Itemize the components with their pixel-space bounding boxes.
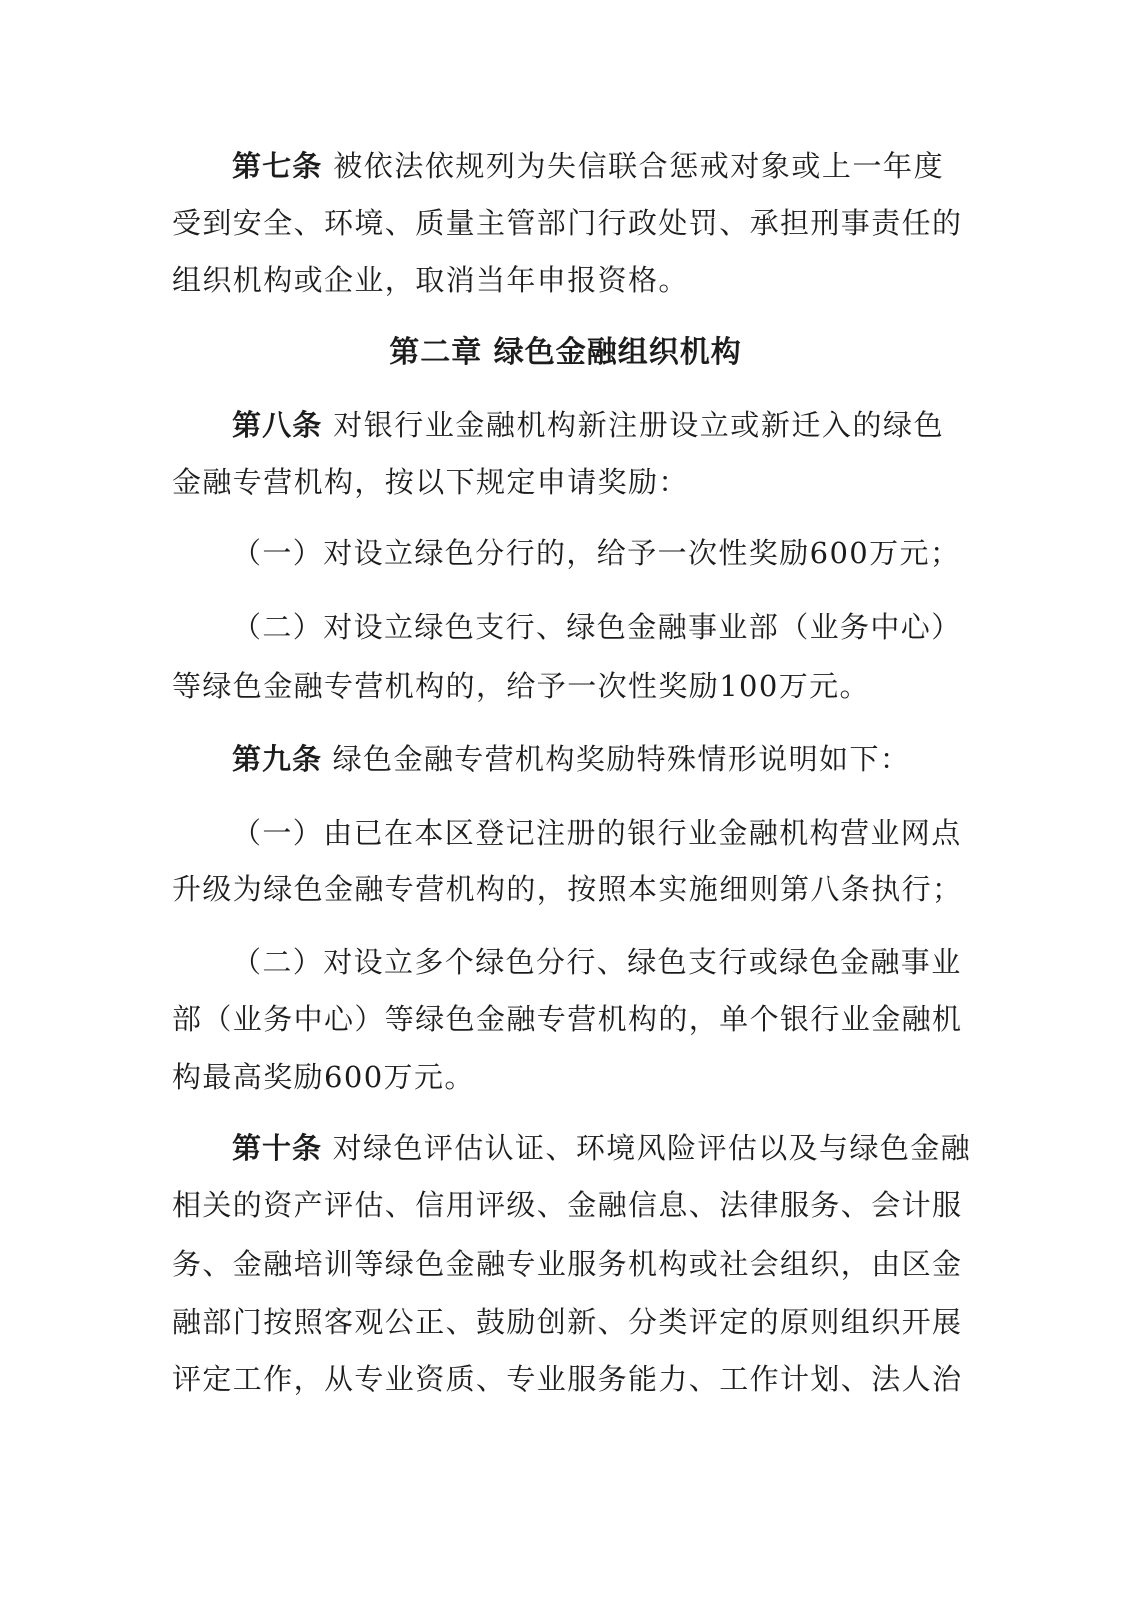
article-7-text: 被依法依规列为失信联合惩戒对象或上一年度 [333,149,944,183]
article-8-item-1: （一）对设立绿色分行的，给予一次性奖励600万元； [232,536,961,570]
article-9-line-1 [232,739,944,779]
article-8-item-2-line-2: 等绿色金融专营机构的，给予一次性奖励100万元。 [172,669,870,703]
article-10-line-1 [232,1128,972,1168]
article-8-line-2: 金融专营机构，按以下规定申请奖励： [172,465,689,499]
article-9-text: 绿色金融专营机构奖励特殊情形说明如下： [332,742,911,776]
article-7-line-2: 受到安全、环境、质量主管部门行政处罚、承担刑事责任的 [172,206,963,240]
article-9-item-2-line-2: 部（业务中心）等绿色金融专营机构的，单个银行业金融机 [172,1002,963,1036]
article-8-label: 第八条 [232,408,323,442]
article-8-text: 对银行业金融机构新注册设立或新迁入的绿色 [333,408,944,442]
article-7-line-1 [232,146,944,186]
article-10-line-5: 评定工作，从专业资质、专业服务能力、工作计划、法人治 [172,1362,963,1396]
article-7-label: 第七条 [232,149,323,183]
article-9-item-1-line-1: （一）由已在本区登记注册的银行业金融机构营业网点 [232,816,962,850]
article-9-item-1-line-2: 升级为绿色金融专营机构的，按照本实施细则第八条执行； [172,872,963,906]
article-10-label: 第十条 [232,1131,323,1165]
article-10-line-3: 务、金融培训等绿色金融专业服务机构或社会组织，由区金 [172,1247,963,1281]
article-8-item-2-line-1: （二）对设立绿色支行、绿色金融事业部（业务中心） [232,610,962,644]
article-10-line-2: 相关的资产评估、信用评级、金融信息、法律服务、会计服 [172,1188,963,1222]
article-7-line-3: 组织机构或企业，取消当年申报资格。 [172,263,689,297]
article-10-text: 对绿色评估认证、环境风险评估以及与绿色金融 [332,1131,972,1165]
article-9-item-2-line-1: （二）对设立多个绿色分行、绿色支行或绿色金融事业 [232,945,962,979]
article-8-line-1 [232,405,944,445]
article-9-label: 第九条 [232,742,323,776]
article-10-line-4: 融部门按照客观公正、鼓励创新、分类评定的原则组织开展 [172,1305,963,1339]
chapter-2-heading: 第二章 绿色金融组织机构 [389,335,742,370]
article-9-item-2-line-3: 构最高奖励600万元。 [172,1060,475,1094]
